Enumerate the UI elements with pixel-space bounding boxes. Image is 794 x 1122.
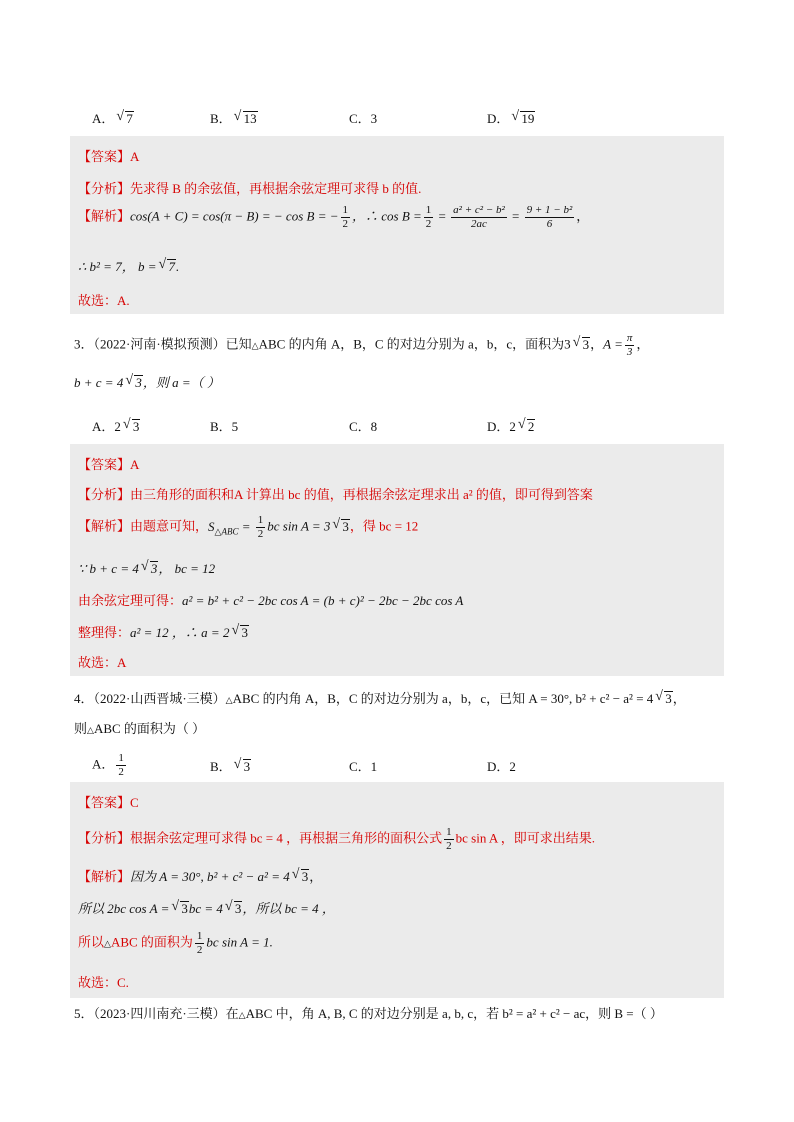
q3-line4: 整理得：a² = 12 ，∴ a = 2√ 3 (78, 622, 249, 641)
q3-option-d[interactable]: D．2√ 2 (487, 416, 535, 435)
q4-solution: 【解析】因为 A = 30°, b² + c² − a² = 4√ 3， (78, 866, 322, 885)
q2-final: 故选：A. (78, 293, 130, 308)
q3-solution: 【解析】由题意可知，$S_{\triangle ABC}$ = $\frac{1}{2}$ bc sin A = 3√ 3，得 bc = 12 (78, 514, 418, 541)
q3-option-c[interactable]: C．8 (349, 419, 378, 434)
q2-answer: 【答案】A (78, 149, 140, 164)
q4-option-b[interactable]: B．√ 3 (210, 756, 251, 775)
q3-option-b[interactable]: B．5 (210, 419, 239, 434)
q2-option-d[interactable]: D．√ 19 (487, 108, 535, 127)
q2-answer-box (70, 136, 724, 314)
q2-analysis: 【分析】先求得 B 的余弦值，再根据余弦定理可求得 b 的值. (78, 181, 422, 196)
q4-ask: 则△ABC 的面积为（ ） (74, 721, 206, 736)
q4-option-a[interactable]: A． $\frac{1}{2}$ (92, 752, 124, 779)
q3-answer-box (70, 444, 724, 676)
q3-condition: b + c = 4√ 3，则 a =（ ） (74, 372, 220, 391)
q3-final: 故选：A (78, 655, 127, 670)
q4-line2: 所以 2bc cos A =√ 3bc = 4√ 3，所以 bc = 4 ， (78, 898, 335, 917)
q4-answer-box (70, 782, 724, 998)
q2-option-b[interactable]: B．√ 13 (210, 108, 258, 127)
q3-line3: 由余弦定理可得：a² = b² + c² − 2bc cos A = (b + c)² − 2bc − 2bc cos A (78, 593, 464, 608)
q4-answer: 【答案】C (78, 795, 139, 810)
q4-line3: 所以△ABC 的面积为 $\frac{1}{2}$ bc sin A = 1. (78, 930, 273, 957)
q4-option-d[interactable]: D．2 (487, 759, 516, 774)
q3-option-a[interactable]: A．2√ 3 (92, 416, 140, 435)
q4-final: 故选：C. (78, 975, 129, 990)
q2-solution: 【解析】cos(A + C) = cos(π − B) = − cos B = − $\frac{1}{2}$ ，∴ cos B = $\frac{1}{2}$ = $\frac{\text{a² + c² − b²}}{2ac}$ = $\frac{\text{9 + 1 − b²}}{6}$ ， (78, 204, 590, 231)
q4-stem: 4．（2022·山西晋城·三模）△ABC 的内角 A，B，C 的对边分别为 a，b，c，已知 A = 30°, b² + c² − a² = 4√ 3， (74, 688, 686, 707)
q3-analysis: 【分析】由三角形的面积和A 计算出 bc 的值，再根据余弦定理求出 a² 的值，即可得到答案 (78, 487, 593, 502)
q3-answer: 【答案】A (78, 457, 140, 472)
q3-line2: ∵ b + c = 4√ 3， bc = 12 (78, 558, 215, 577)
q2-result: ∴ b² = 7， b =√ 7. (78, 256, 179, 275)
q3-stem: 3．（2022·河南·模拟预测）已知△ABC 的内角 A，B，C 的对边分别为 a，b，c，面积为3√ 3，A = $\frac{\pi}{3}$ ， (74, 332, 649, 359)
q4-option-c[interactable]: C．1 (349, 759, 378, 774)
q5-stem: 5．（2023·四川南充·三模）在△ABC 中，角 A, B, C 的对边分别是 a, b, c，若 b² = a² + c² − ac，则 B =（ ） (74, 1006, 663, 1021)
q2-option-a[interactable]: A．√ 7 (92, 108, 134, 127)
q2-option-c[interactable]: C．3 (349, 111, 378, 126)
q4-analysis: 【分析】根据余弦定理可求得 bc = 4 ，再根据三角形的面积公式 $\frac{1}{2}$ bc sin A ，即可求出结果. (78, 826, 596, 853)
